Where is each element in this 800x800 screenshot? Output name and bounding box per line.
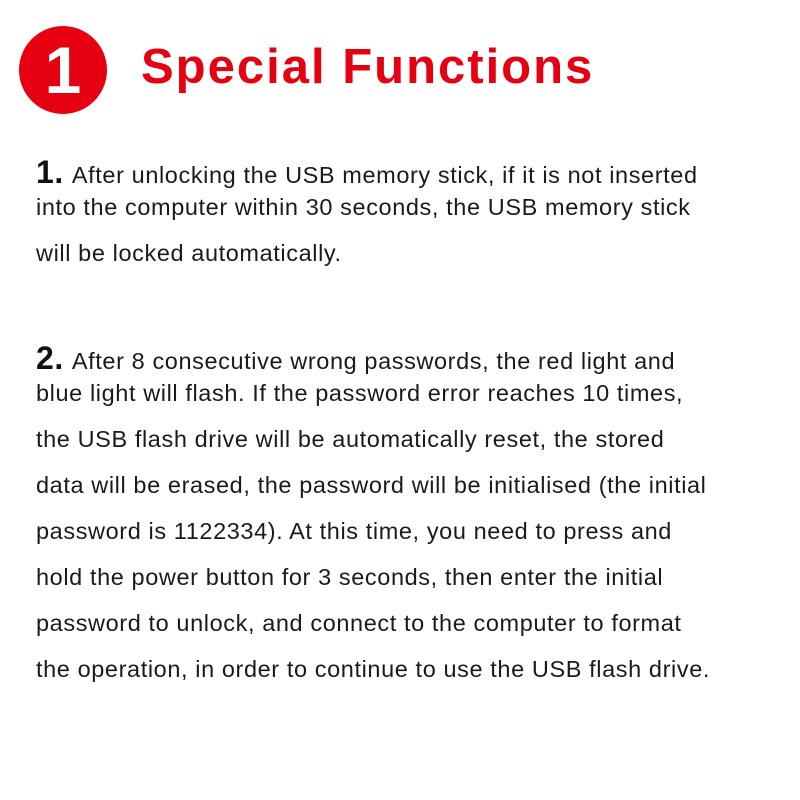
text-line: data will be erased, the password will be initialised (the initial <box>36 472 707 498</box>
item-text: After unlocking the USB memory stick, if it is not inserted <box>71 162 698 188</box>
text-line <box>36 340 776 380</box>
text-line: the operation, in order to continue to use the USB flash drive. <box>36 656 710 682</box>
text-line: will be locked automatically. <box>36 240 342 266</box>
text-line: password to unlock, and connect to the computer to format <box>36 610 682 636</box>
text-line: into the computer within 30 seconds, the USB memory stick <box>36 194 691 220</box>
text-line: blue light will flash. If the password error reaches 10 times, <box>36 380 684 406</box>
function-item-2 <box>36 340 776 702</box>
section-header <box>19 26 594 114</box>
function-item-1 <box>36 154 776 286</box>
number-badge <box>19 26 107 114</box>
text-line: hold the power button for 3 seconds, then enter the initial <box>36 564 664 590</box>
page-title: Special Functions <box>141 39 595 94</box>
item-number: 2. <box>36 340 64 376</box>
text-line <box>36 154 776 194</box>
text-line: password is 1122334). At this time, you need to press and <box>36 518 672 544</box>
item-number: 1. <box>36 154 64 190</box>
badge-number: 1 <box>44 33 82 107</box>
item-text: After 8 consecutive wrong passwords, the red light and <box>71 348 676 374</box>
text-line: the USB flash drive will be automatically reset, the stored <box>36 426 665 452</box>
